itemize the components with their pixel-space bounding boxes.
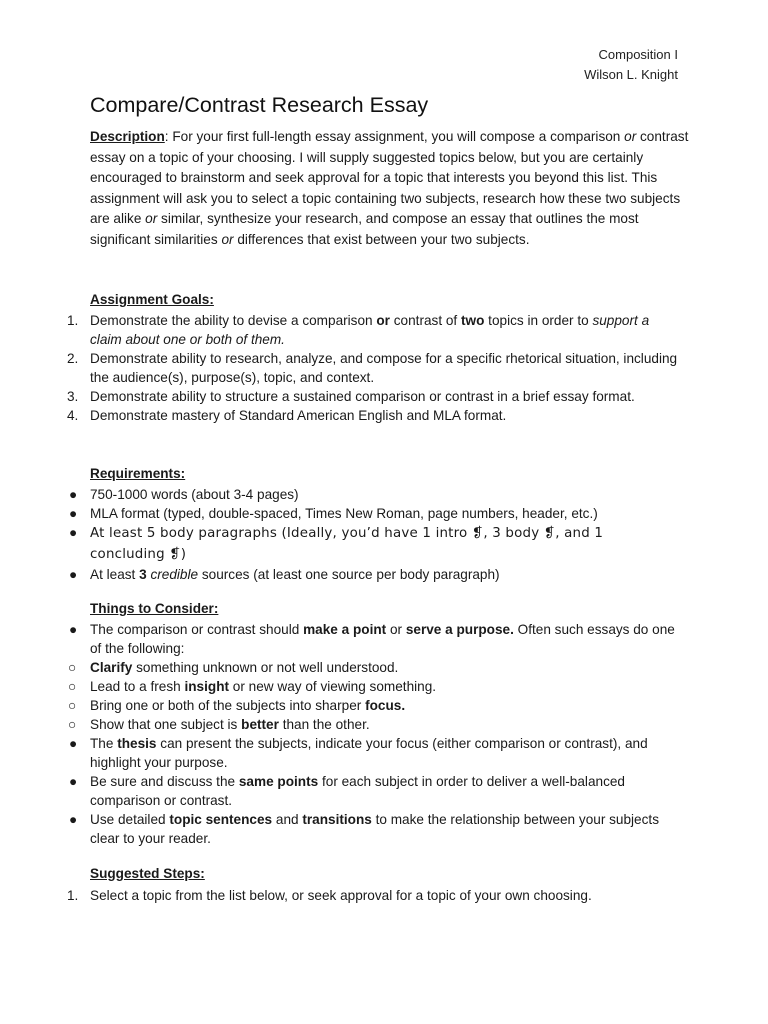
item-text: MLA format (typed, double-spaced, Times New Roman, page numbers, header, etc.) [90, 506, 598, 521]
item-text: Be sure and discuss the [90, 774, 239, 789]
list-item [0, 772, 678, 810]
bullet-icon: ● [69, 506, 78, 521]
bullet-icon: ● [69, 525, 78, 540]
list-item [0, 810, 678, 848]
item-text: or new way of viewing something. [229, 679, 437, 694]
description-emphasis: or [624, 129, 637, 144]
steps-heading: Suggested Steps: [90, 866, 205, 881]
item-text: something unknown or not well understood. [132, 660, 399, 675]
list-item [0, 387, 678, 406]
item-text: Demonstrate the ability to devise a comparison [90, 313, 377, 328]
item-text: to make the relationship between your subjects clear to your reader. [90, 812, 659, 846]
circle-bullet-icon: ○ [68, 660, 77, 675]
item-bold: better [241, 717, 279, 732]
goals-list [0, 311, 768, 425]
description-emphasis: or [145, 211, 158, 226]
item-bold: focus. [365, 698, 406, 713]
item-text: for each subject in order to deliver a well-balanced comparison or contrast. [90, 774, 625, 808]
item-bold: insight [184, 679, 230, 694]
circle-bullet-icon: ○ [68, 698, 77, 713]
bullet-icon: ● [69, 774, 78, 789]
item-text: The [90, 736, 118, 751]
item-bold: transitions [302, 812, 372, 827]
item-italic: support a claim about one or both of them. [90, 313, 650, 347]
description-emphasis: or [221, 231, 234, 247]
item-text: Demonstrate mastery of Standard American English and MLA format. [90, 408, 507, 423]
item-text: topics in order to [484, 313, 593, 328]
item-text: Bring one or both of the subjects into sharper [90, 698, 366, 713]
item-bold: two [461, 313, 485, 328]
item-text: or [386, 622, 406, 637]
list-item [0, 349, 678, 387]
circle-bullet-icon: ○ [68, 679, 77, 694]
item-text: contrast of [389, 313, 461, 328]
circle-bullet-icon: ○ [68, 717, 77, 732]
list-item [0, 523, 678, 565]
list-number: 2. [67, 351, 79, 366]
requirements-heading: Requirements: [90, 466, 186, 481]
description-paragraph [90, 127, 690, 250]
item-bold: topic sentences [169, 812, 273, 827]
bullet-icon: ● [69, 812, 78, 827]
page-header [584, 45, 678, 85]
item-bold: make a point [303, 622, 387, 637]
list-item [0, 504, 678, 523]
list-item [0, 485, 678, 504]
item-bold: serve a purpose. [405, 622, 514, 637]
item-bold: 3 [139, 567, 147, 582]
requirements-list [0, 485, 768, 584]
description-text: : For your first full-length essay assignment, you will compose a comparison [164, 129, 625, 144]
item-italic: credible [150, 567, 199, 582]
list-number: 1. [67, 313, 79, 328]
list-number: 4. [67, 408, 79, 423]
list-number: 1. [67, 888, 79, 903]
description-text: similar, synthesize your research, and compose an essay that outlines the most significant similarities [90, 211, 639, 247]
consider-heading: Things to Consider: [90, 601, 219, 616]
list-item [0, 311, 678, 349]
author-name: Wilson L. Knight [584, 67, 678, 82]
course-name: Composition I [598, 47, 678, 62]
item-text: and [272, 812, 303, 827]
item-text: Use detailed [90, 812, 170, 827]
item-bold: thesis [117, 736, 157, 751]
list-number: 3. [67, 389, 79, 404]
item-text: The comparison or contrast should [90, 622, 304, 637]
document-title: Compare/Contrast Research Essay [90, 93, 429, 117]
item-text: sources (at least one source per body paragraph) [198, 567, 500, 582]
item-text: Demonstrate ability to structure a sustained comparison or contrast in a brief essay format. [90, 389, 635, 404]
list-item [0, 406, 678, 425]
item-bold: or [376, 313, 390, 328]
consider-list [0, 620, 768, 848]
list-item [0, 696, 678, 715]
item-bold: Clarify [90, 660, 133, 675]
item-text: Often such essays do one of the following: [90, 622, 675, 656]
item-bold: same points [238, 774, 319, 789]
list-item [0, 715, 678, 734]
description-text: differences that exist between your two subjects. [233, 231, 530, 247]
bullet-icon: ● [69, 622, 78, 637]
list-item [0, 620, 678, 658]
item-text: At least 5 body paragraphs (Ideally, you’d have 1 intro ❡, 3 body ❡, and 1 concluding ❡) [90, 526, 604, 562]
list-item [0, 886, 678, 905]
item-text: than the other. [278, 717, 370, 732]
item-text: Select a topic from the list below, or seek approval for a topic of your own choosing. [90, 888, 592, 903]
item-text: Lead to a fresh [90, 679, 185, 694]
goals-heading: Assignment Goals: [90, 292, 214, 307]
item-text: Demonstrate ability to research, analyze, and compose for a specific rhetorical situation, including the audience(s), purpose(s), topic, and context. [90, 351, 678, 385]
list-item [0, 565, 678, 584]
steps-list [0, 886, 768, 905]
description-text: contrast essay on a topic of your choosing. I will supply suggested topics below, but you are certainly encouraged to brainstorm and seek approval for a topic that interests you beyond this list. This assignment will ask you to select a topic containing two subjects, research how these two subjects are alike [90, 129, 689, 226]
list-item [0, 658, 678, 677]
bullet-icon: ● [69, 487, 78, 502]
bullet-icon: ● [69, 567, 78, 582]
item-text: Show that one subject is [90, 717, 242, 732]
list-item [0, 677, 678, 696]
item-text: At least [90, 567, 140, 582]
description-label: Description [90, 129, 165, 144]
item-text: 750-1000 words (about 3-4 pages) [90, 487, 299, 502]
item-text: can present the subjects, indicate your focus (either comparison or contrast), and highlight your purpose. [90, 736, 648, 770]
bullet-icon: ● [69, 736, 78, 751]
list-item [0, 734, 678, 772]
